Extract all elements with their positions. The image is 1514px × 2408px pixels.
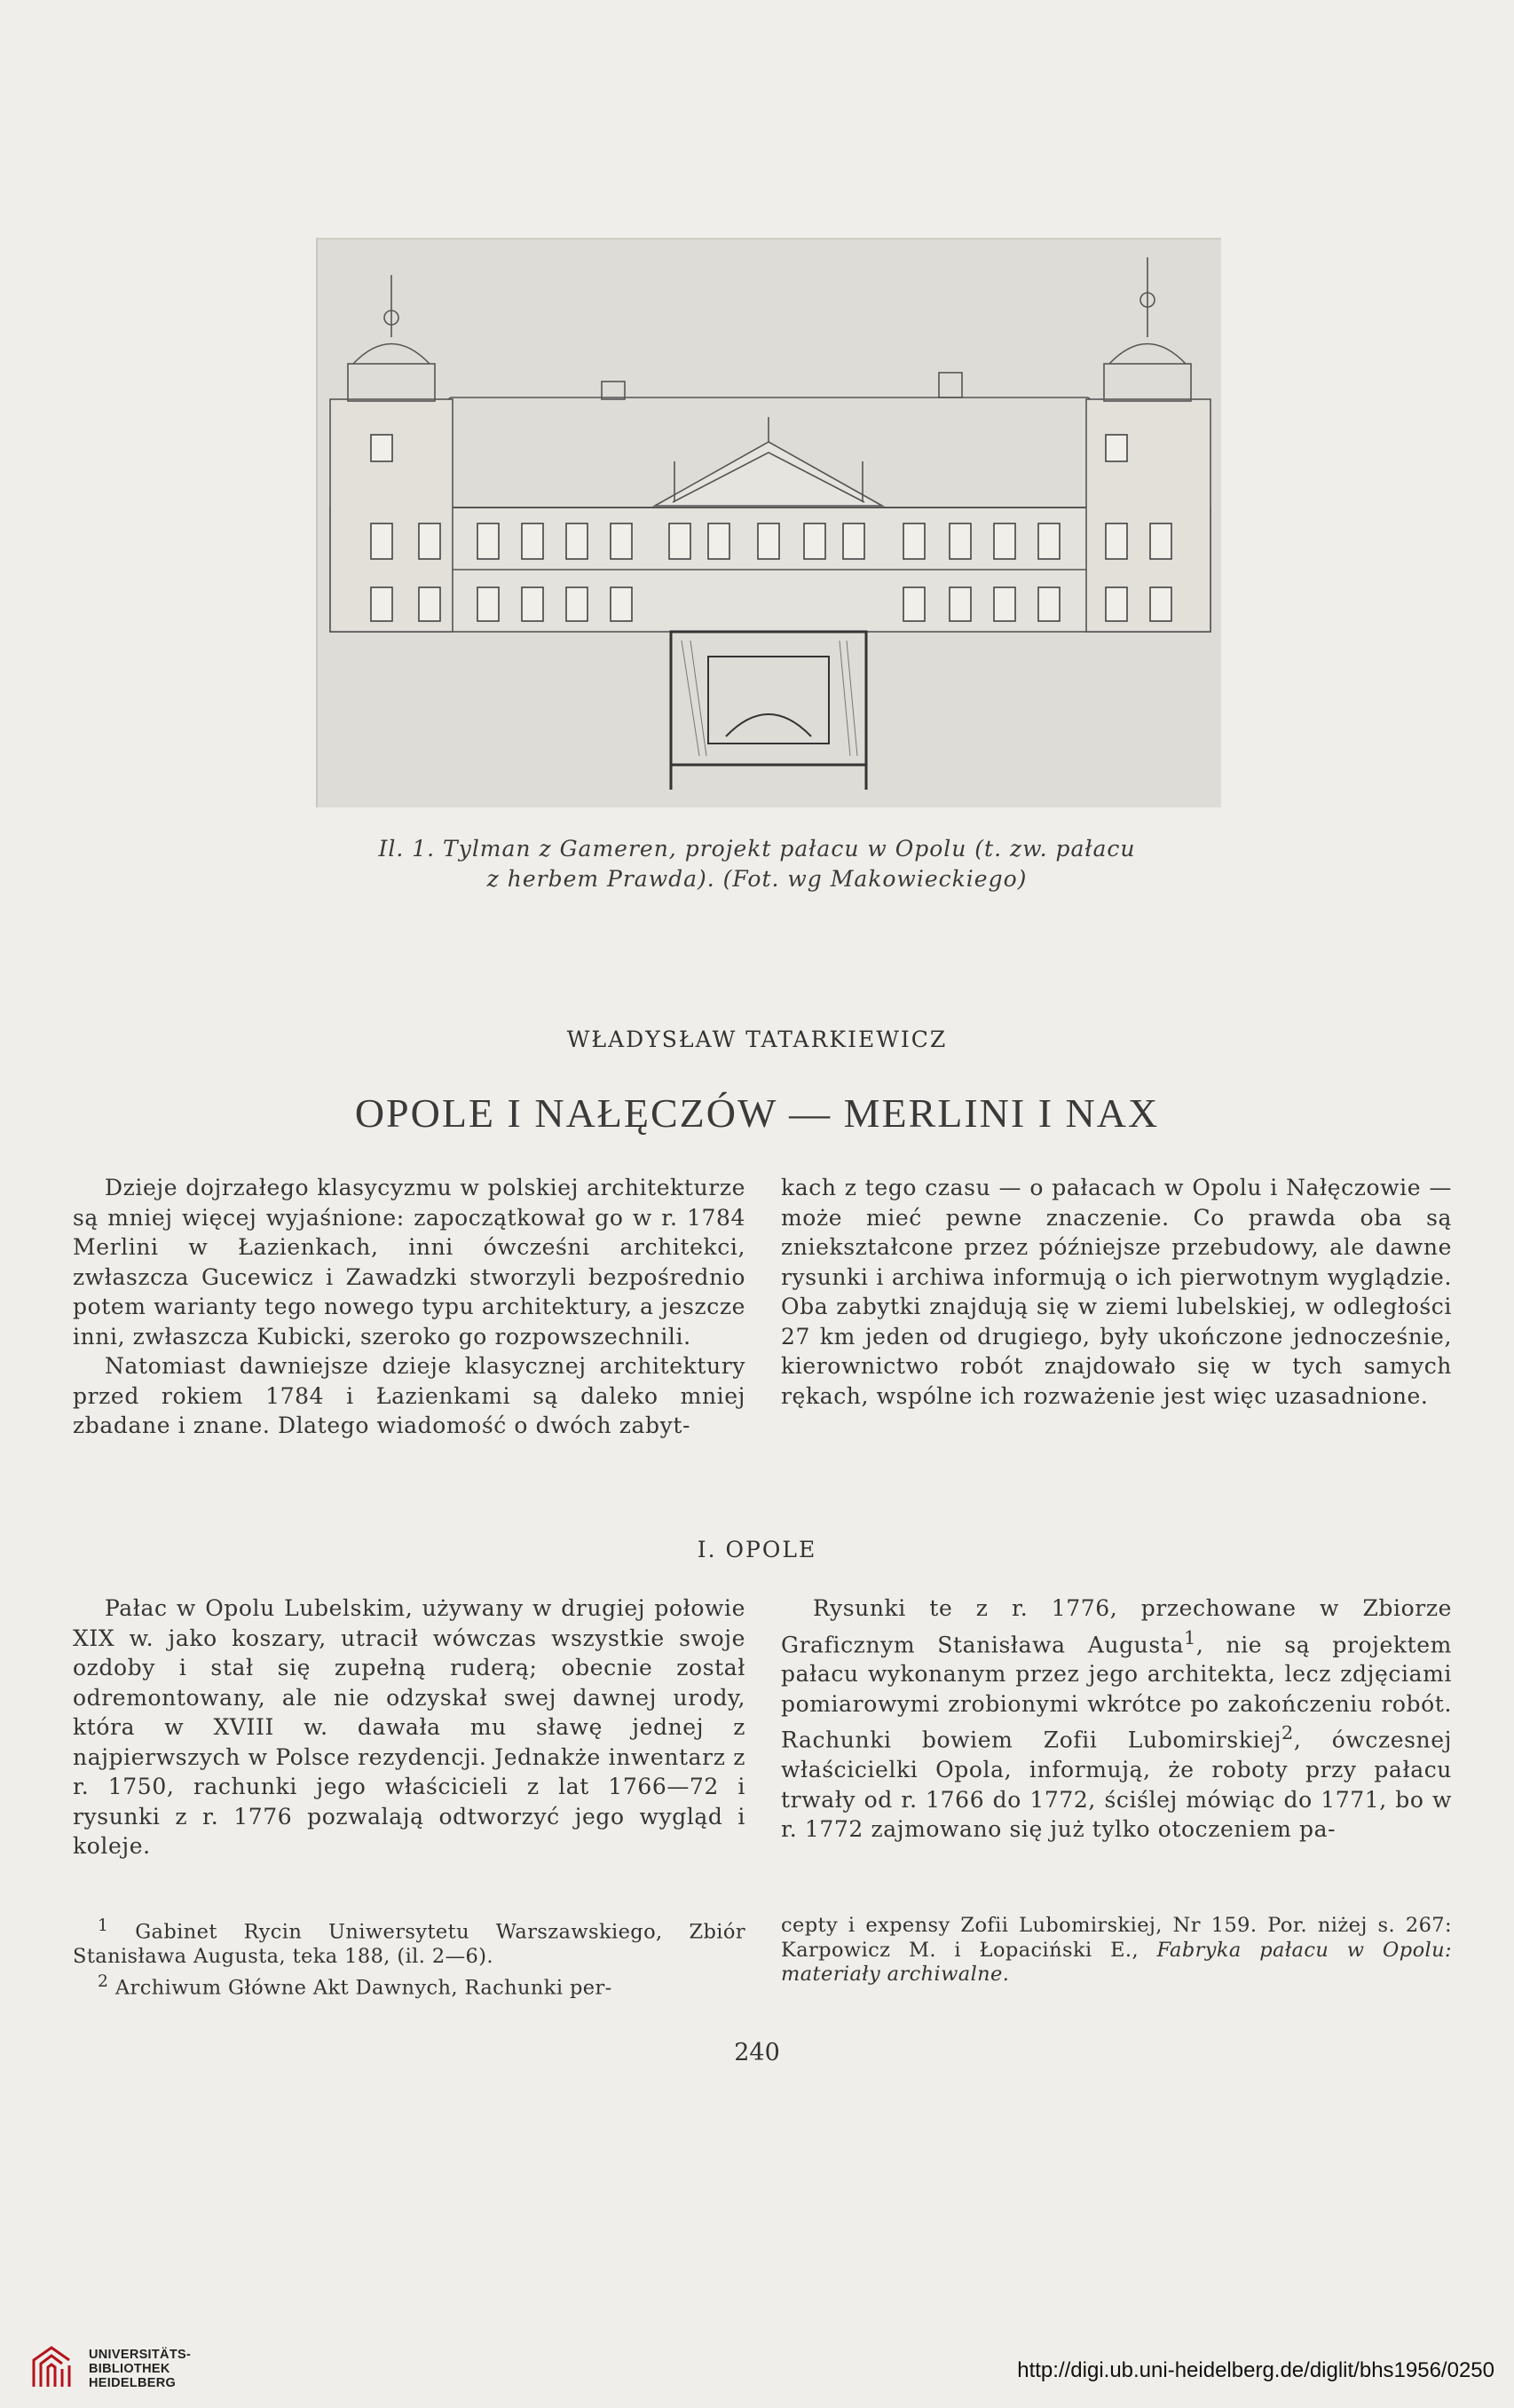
section-left-column	[73, 1594, 745, 1861]
footnote-2-mark: 2	[98, 1971, 109, 1991]
library-name-line1: UNIVERSITÄTS-	[89, 2348, 192, 2362]
footnote-2	[73, 1970, 745, 2001]
footnote-2-continuation	[781, 1914, 1452, 1987]
section-right-text-a: Rysunki te z r. 1776, przechowane w Zbiorze Graficznym Stanisława Augusta	[781, 1595, 1452, 1657]
intro-right-column	[781, 1173, 1452, 1411]
section-right-text-c: , ówczesnej właścicielki Opola, informują, że roboty przy pałacu trwały od r. 1766 do 1772, ściślej mówiąc do 1771, bo w r. 1772 zajmowano się już tylko otoczeniem pa-	[781, 1727, 1453, 1843]
figure-caption-line2: z herbem Prawda). (Fot. wg Makowieckiego)	[486, 866, 1028, 892]
section-left-paragraph-1: Pałac w Opolu Lubelskim, używany w drugiej połowie XIX w. jako koszary, utracił wówczas wszystkie swoje ozdoby i stał się zupełną ruderą; obecnie został odremontowany, ale nie odzyskał swej dawnej urody, która w XVIII w. dawała mu sławę jednej z najpierwszych w Polsce rezydencji. Jednakże inwentarz z r. 1750, rachunki jego właścicieli z lat 1766—72 i rysunki z r. 1776 pozwalają odtworzyć jego wygląd i koleje.	[73, 1595, 745, 1859]
figure-caption-line1: Il. 1. Tylman z Gameren, projekt pałacu w Opolu (t. zw. pałacu	[378, 836, 1136, 862]
intro-left-column	[73, 1173, 745, 1441]
page-number: 240	[734, 2039, 780, 2066]
figure-caption	[337, 834, 1177, 894]
intro-left-paragraph-2: Natomiast dawniejsze dzieje klasycznej architektury przed rokiem 1784 i Łazienkami są daleko mniej zbadane i znane. Dlatego wiadomość o dwóch zabyt-	[73, 1353, 745, 1438]
footnote-2-cont-italic: Fabryka pałacu w Opolu: materiały archiwalne.	[781, 1938, 1452, 1986]
library-name-line3: HEIDELBERG	[89, 2376, 177, 2390]
footnote-ref-1: 1	[1183, 1626, 1196, 1649]
footnote-1	[73, 1914, 745, 1970]
footnote-ref-2: 2	[1281, 1722, 1294, 1744]
intro-right-paragraph-1: kach z tego czasu — o pałacach w Opolu i Nałęczowie — może mieć pewne znaczenie. Co prawda oba są zniekształcone przez późniejsze przebudowy, ale dawne rysunki i archiwa informują o ich pierwotnym wyglądzie. Oba zabytki znajdują się w ziemi lubelskiej, w odległości 27 km jeden od drugiego, były ukończone jednocześnie, kierownictwo robót znajdowało się w tych samych rękach, wspólne ich rozważenie jest więc uzasadnione.	[781, 1175, 1452, 1409]
article-title: OPOLE I NAŁĘCZÓW — MERLINI I NAX	[354, 1090, 1160, 1136]
palace-drawing-figure	[316, 238, 1221, 807]
intro-left-paragraph-1: Dzieje dojrzałego klasycyzmu w polskiej architekturze są mniej więcej wyjaśnione: zapoczątkował go w r. 1784 Merlini w Łazienkach, inni ówcześni architekci, zwłaszcza Gucewicz i Zawadzki stworzyli bezpośrednio potem warianty tego nowego typu architektury, a jeszcze inni, zwłaszcza Kubicki, szeroko go rozpowszechnili.	[73, 1175, 745, 1350]
section-heading: I. OPOLE	[697, 1537, 817, 1562]
footnote-2-cont-text: cepty i expensy Zofii Lubomirskiej, Nr 159. Por. niżej s. 267: Karpowicz M. i Łopaciński E.,	[781, 1914, 1452, 1962]
section-right-text-b: , nie są projektem pałacu wykonanym przez jego architekta, lecz zdjęciami pomiarowymi zrobionymi wkrótce po zakończeniu robót. Rachunki bowiem Zofii Lubomirskiej	[781, 1631, 1452, 1753]
palace-elevation-drawing	[318, 240, 1221, 807]
library-name	[89, 2348, 191, 2390]
footnotes-right	[781, 1914, 1452, 1987]
footnote-1-mark: 1	[98, 1916, 109, 1935]
footnote-2-text: Archiwum Główne Akt Dawnych, Rachunki per-	[114, 1976, 612, 1999]
section-right-column	[781, 1594, 1452, 1845]
library-name-line2: BIBLIOTHEK	[89, 2362, 170, 2376]
source-url-link[interactable]: http://digi.ub.uni-heidelberg.de/diglit/bhs1956/0250	[1017, 2358, 1494, 2382]
library-logo-icon	[27, 2342, 80, 2394]
footnote-1-text: Gabinet Rycin Uniwersytetu Warszawskiego, Zbiór Stanisława Augusta, teka 188, (il. 2—6).	[73, 1920, 745, 1968]
article-author: WŁADYSŁAW TATARKIEWICZ	[566, 1027, 948, 1052]
section-right-paragraph-1	[781, 1594, 1452, 1845]
footnotes-left	[73, 1914, 745, 2001]
